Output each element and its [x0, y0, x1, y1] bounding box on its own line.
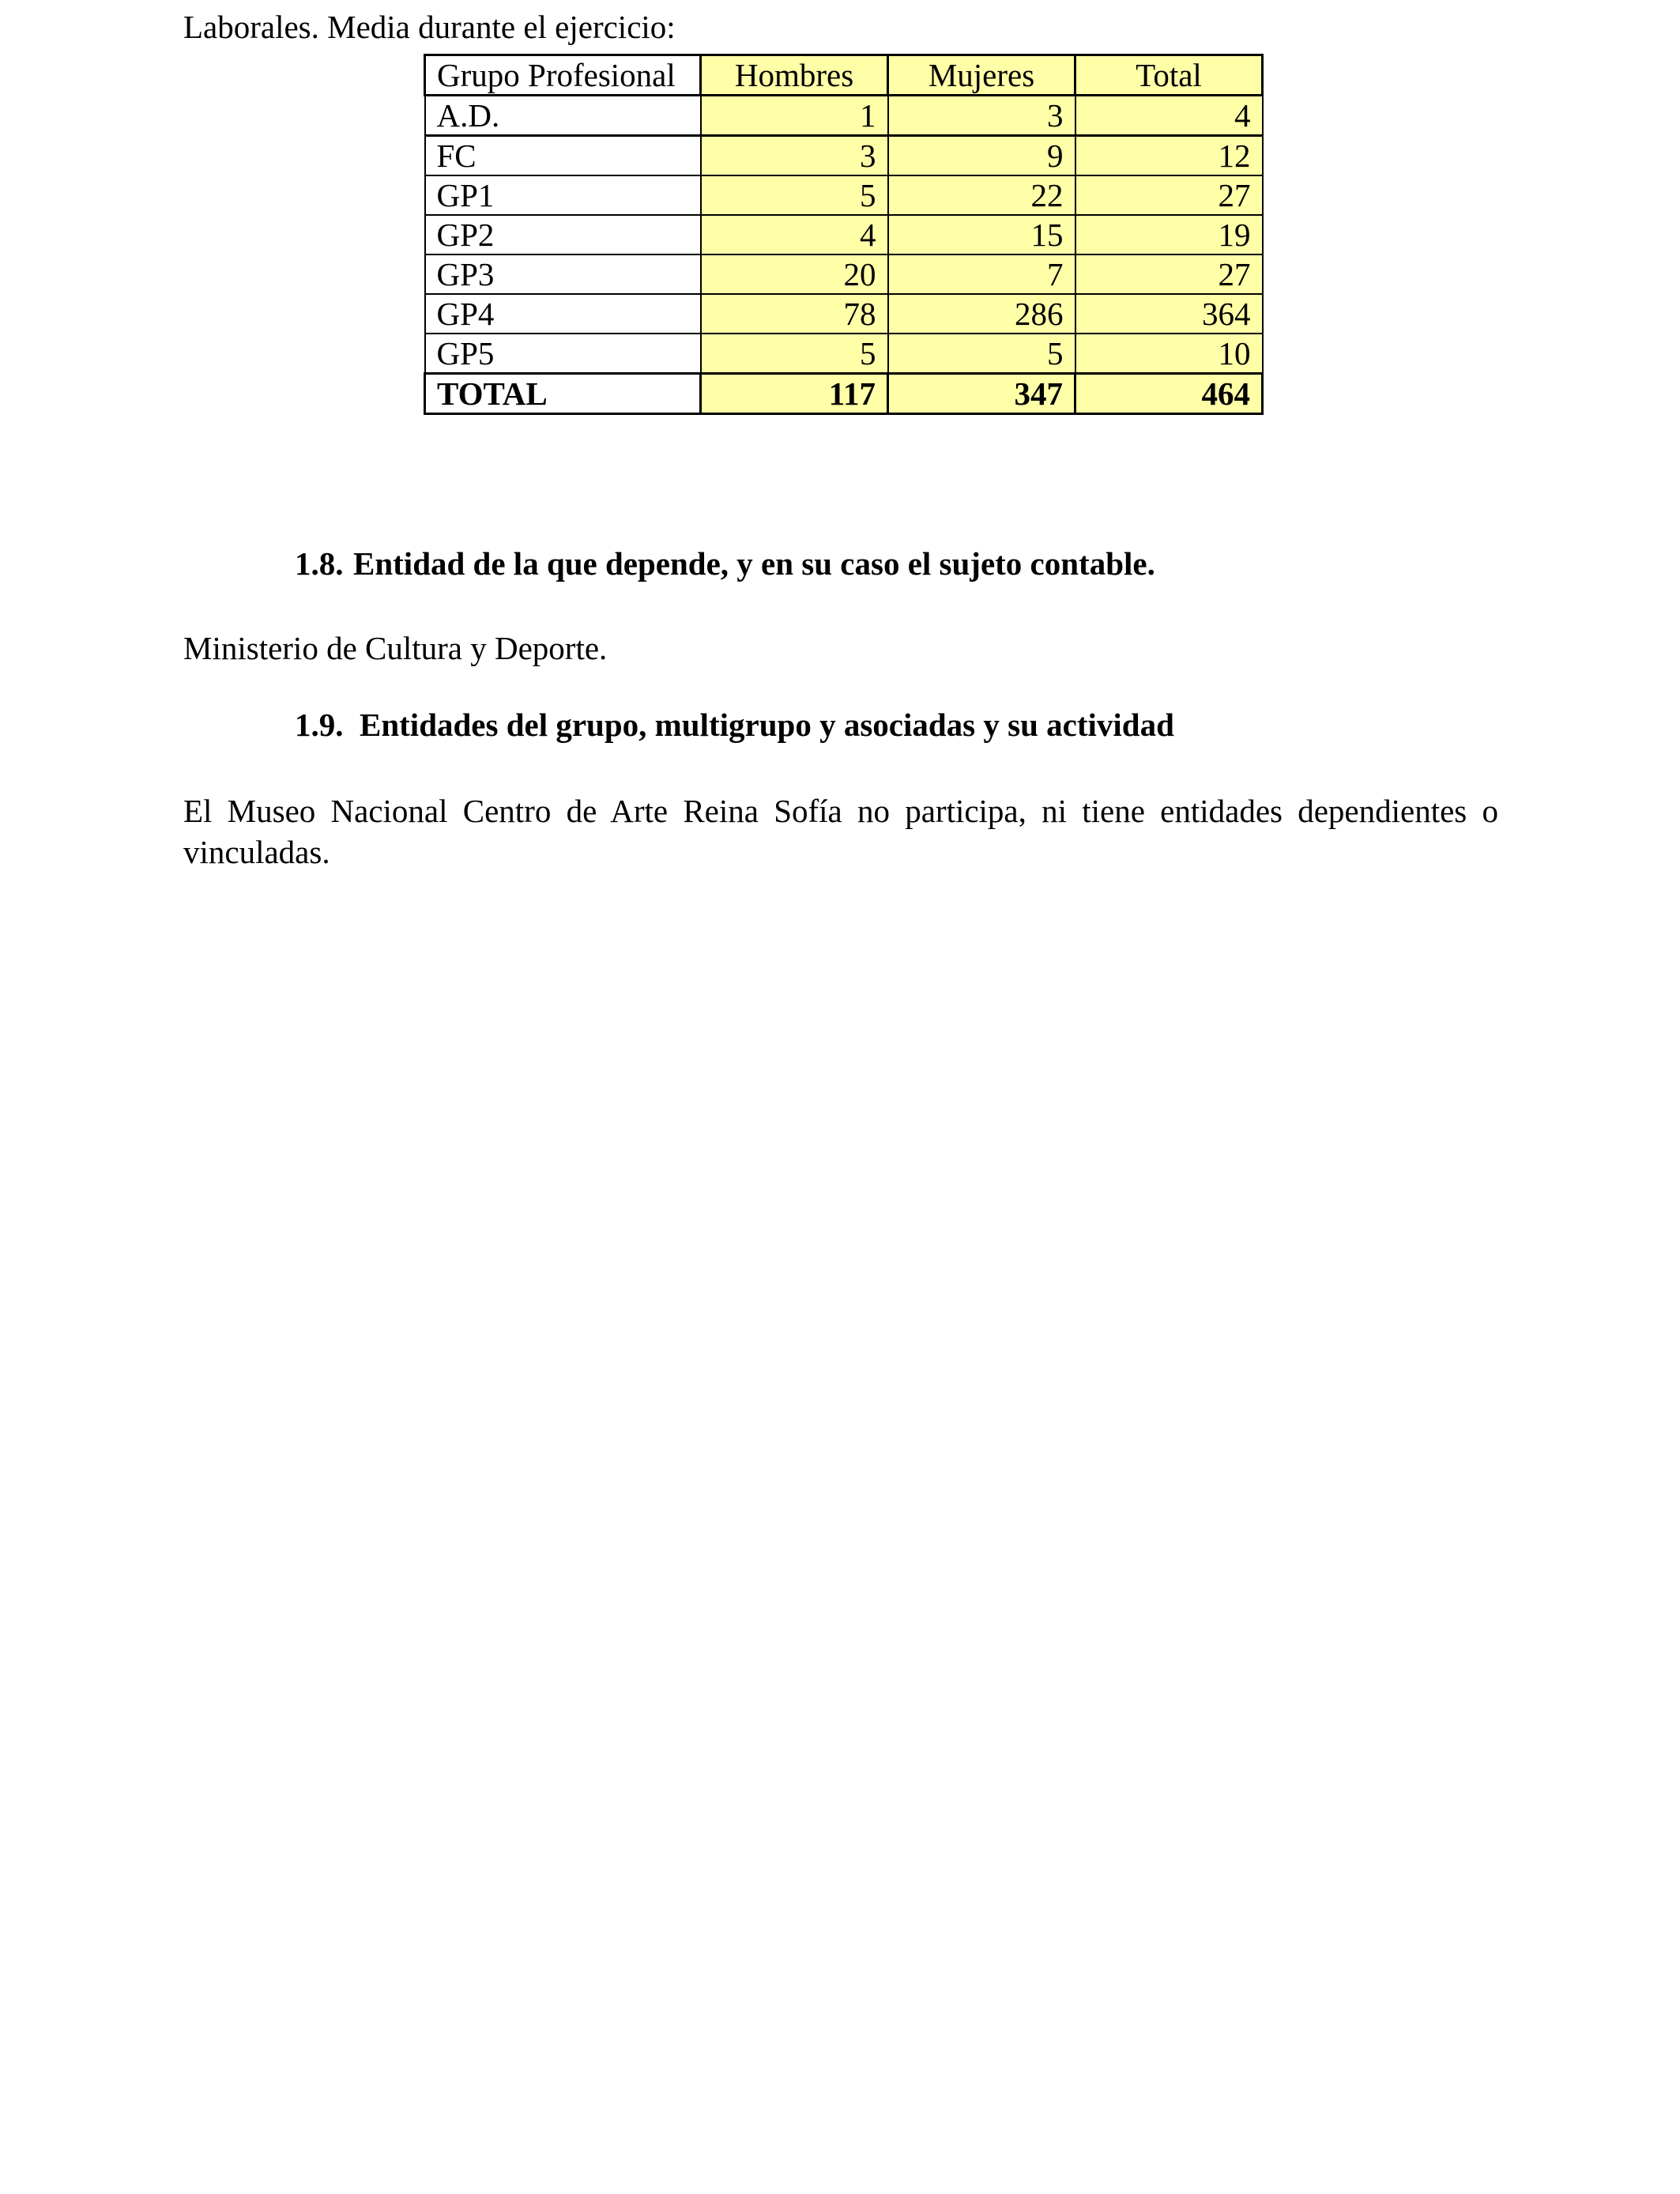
table-row — [425, 254, 1263, 294]
cell-total: 10 — [1075, 334, 1263, 374]
cell-total: 27 — [1075, 175, 1263, 215]
table-row — [425, 334, 1263, 374]
cell-hombres: 5 — [701, 175, 888, 215]
cell-grupo: GP1 — [425, 175, 701, 215]
cell-total: 27 — [1075, 254, 1263, 294]
cell-total: 19 — [1075, 215, 1263, 254]
cell-mujeres: 5 — [888, 334, 1075, 374]
section-1-8-body: Ministerio de Cultura y Deporte. — [183, 630, 608, 666]
cell-hombres: 5 — [701, 334, 888, 374]
cell-grupo: GP3 — [425, 254, 701, 294]
section-1-9-body: El Museo Nacional Centro de Arte Reina Sofía no participa, ni tiene entidades dependientes o vinculadas. — [183, 793, 1498, 870]
cell-total: 364 — [1075, 294, 1263, 334]
cell-total-hombres: 117 — [701, 374, 888, 414]
table-row — [425, 215, 1263, 254]
table-row — [425, 96, 1263, 136]
table-header-row — [425, 55, 1263, 96]
cell-hombres: 4 — [701, 215, 888, 254]
cell-hombres: 78 — [701, 294, 888, 334]
section-number: 1.8. — [295, 545, 344, 582]
cell-mujeres: 3 — [888, 96, 1075, 136]
cell-total-label: TOTAL — [425, 374, 701, 414]
section-1-8-heading — [295, 544, 1155, 583]
cell-total-total: 464 — [1075, 374, 1263, 414]
cell-mujeres: 15 — [888, 215, 1075, 254]
header-total: Total — [1075, 55, 1263, 96]
table-row — [425, 294, 1263, 334]
header-hombres: Hombres — [701, 55, 888, 96]
staff-table — [424, 54, 1264, 415]
cell-grupo: GP2 — [425, 215, 701, 254]
table-row — [425, 136, 1263, 176]
cell-mujeres: 7 — [888, 254, 1075, 294]
cell-total-mujeres: 347 — [888, 374, 1075, 414]
cell-hombres: 1 — [701, 96, 888, 136]
section-number: 1.9. — [295, 707, 344, 743]
section-title: Entidad de la que depende, y en su caso el sujeto contable. — [353, 545, 1155, 582]
table-row — [425, 175, 1263, 215]
intro-text: Laborales. Media durante el ejercicio: — [183, 9, 676, 45]
section-1-9-heading — [295, 705, 1174, 745]
section-title: Entidades del grupo, multigrupo y asociadas y su actividad — [360, 707, 1174, 743]
cell-mujeres: 286 — [888, 294, 1075, 334]
cell-total: 12 — [1075, 136, 1263, 176]
header-grupo-profesional: Grupo Profesional — [425, 55, 701, 96]
cell-mujeres: 22 — [888, 175, 1075, 215]
table-total-row — [425, 374, 1263, 414]
header-mujeres: Mujeres — [888, 55, 1075, 96]
cell-hombres: 20 — [701, 254, 888, 294]
cell-mujeres: 9 — [888, 136, 1075, 176]
cell-hombres: 3 — [701, 136, 888, 176]
cell-grupo: A.D. — [425, 96, 701, 136]
cell-grupo: FC — [425, 136, 701, 176]
cell-grupo: GP5 — [425, 334, 701, 374]
cell-grupo: GP4 — [425, 294, 701, 334]
cell-total: 4 — [1075, 96, 1263, 136]
